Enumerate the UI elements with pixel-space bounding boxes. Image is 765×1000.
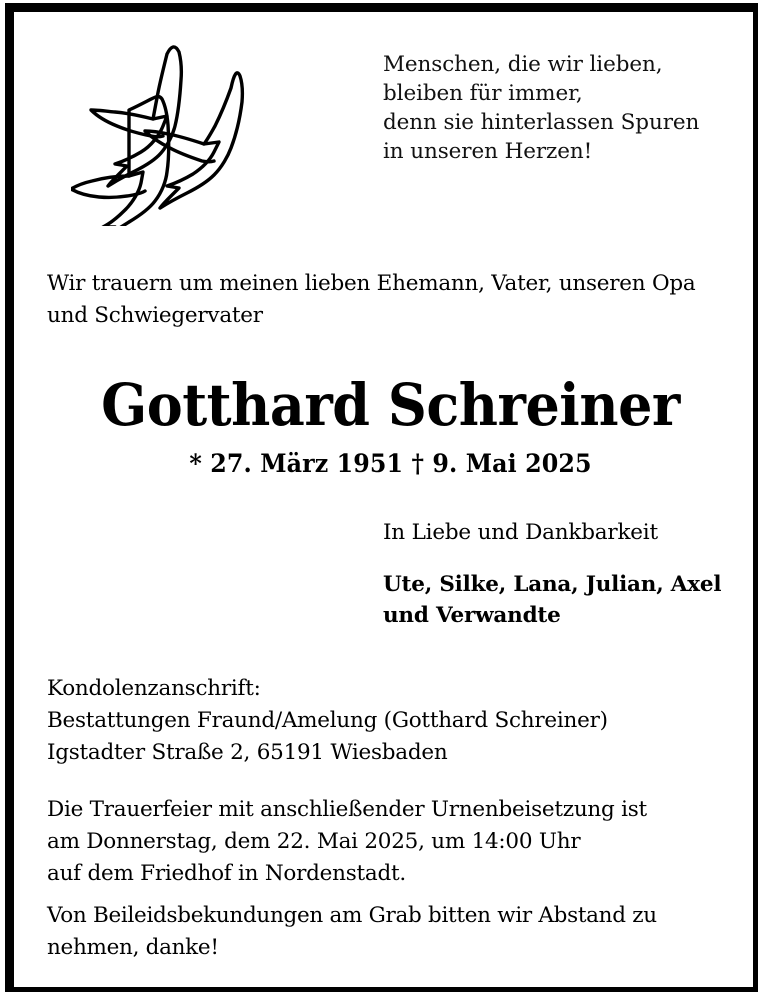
gratitude-block (383, 517, 763, 631)
mourning-statement (47, 268, 747, 332)
condolence-address-label: Kondolenzanschrift: (47, 676, 261, 701)
gratitude-intro: In Liebe und Dankbarkeit (383, 520, 658, 545)
verse-line: bleiben für immer, (383, 81, 583, 106)
ceremony-details-line: auf dem Friedhof in Nordenstadt. (47, 861, 406, 886)
notice-inner (14, 12, 753, 987)
three-flying-birds-icon (71, 36, 271, 226)
survivor-names-line: und Verwandte (383, 603, 561, 628)
mourning-statement-line: Wir trauern um meinen lieben Ehemann, Vater, unseren Opa (47, 271, 696, 296)
verse-line: in unseren Herzen! (383, 139, 593, 164)
obituary-notice (5, 3, 758, 992)
condolence-request-line: Von Beileidsbekundungen am Grab bitten wir Abstand zu (47, 903, 657, 928)
survivor-names-line: Ute, Silke, Lana, Julian, Axel (383, 572, 722, 597)
ceremony-details (47, 794, 747, 890)
verse-line: Menschen, die wir lieben, (383, 52, 663, 77)
condolence-address-line: Igstadter Straße 2, 65191 Wiesbaden (47, 740, 448, 765)
verse-line: denn sie hinterlassen Spuren (383, 110, 700, 135)
condolence-address (47, 673, 747, 769)
memorial-verse (383, 50, 753, 166)
deceased-dates: * 27. März 1951 † 9. Mai 2025 (189, 449, 592, 478)
condolence-address-line: Bestattungen Fraund/Amelung (Gotthard Schreiner) (47, 708, 608, 733)
condolence-request (47, 900, 747, 964)
ceremony-details-line: am Donnerstag, dem 22. Mai 2025, um 14:00 Uhr (47, 829, 581, 854)
condolence-request-line: nehmen, danke! (47, 935, 219, 960)
deceased-name: Gotthard Schreiner (101, 371, 680, 439)
ceremony-details-line: Die Trauerfeier mit anschließender Urnenbeisetzung ist (47, 797, 647, 822)
survivor-names (383, 569, 763, 631)
mourning-statement-line: und Schwiegervater (47, 303, 263, 328)
